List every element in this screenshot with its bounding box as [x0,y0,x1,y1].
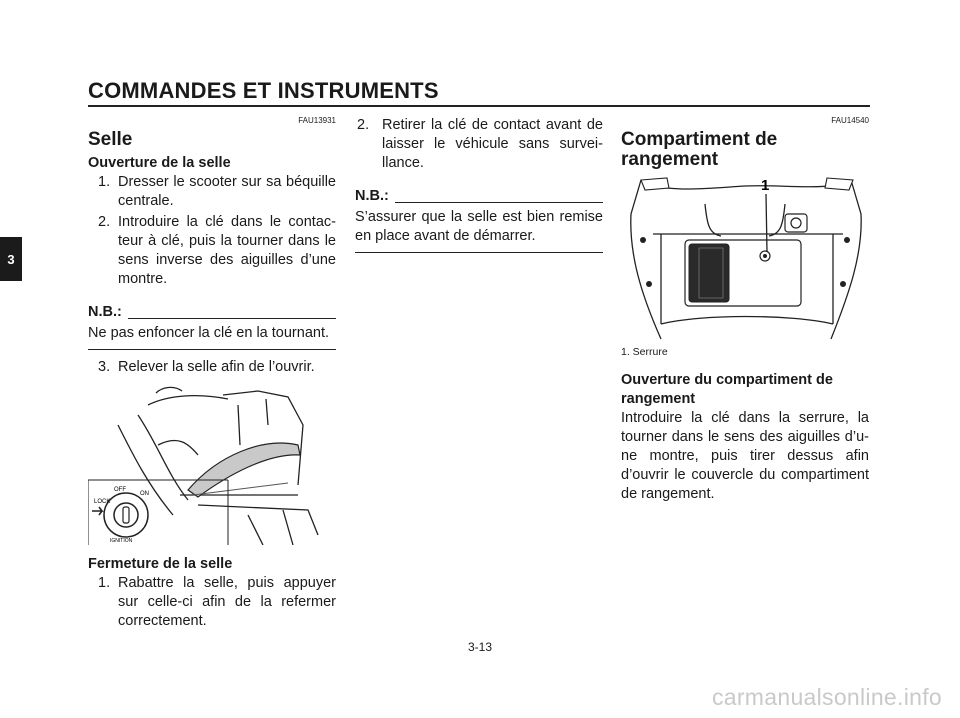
nb-rule [128,318,336,319]
keyswitch-ignition-label: IGNITION [110,538,133,544]
column-1 [88,116,336,633]
callout-number: 1 [761,177,770,194]
ref-code: FAU14540 [831,116,869,125]
step-text: Relever la selle afin de l’ouvrir. [118,359,315,375]
storage-compartment-illustration [621,174,869,344]
heading-opening: Ouverture de la selle [88,155,231,171]
step-item [355,116,603,173]
step-number: 2. [357,117,370,133]
step-number: 2. [98,214,111,230]
ref-code: FAU13931 [298,116,336,125]
step-item [88,574,336,631]
step-number: 3. [98,359,111,375]
nb-label: N.B.: [355,188,389,204]
heading-compartment-opening: Ouverture du compartiment de rangement [621,372,833,407]
step-number: 1. [98,174,111,190]
nb-text: S’assurer que la selle est bien remise en place avant de démarrer. [355,208,603,253]
step-item [88,173,336,211]
step-text: Dresser le scooter sur sa béquille centrale. [118,174,336,209]
column-2 [355,116,603,253]
keyswitch-off-label: OFF [114,487,126,493]
figure-caption: 1. Serrure [621,346,668,358]
step-item [88,358,336,377]
step-text: Retirer la clé de contact avant de laisser le véhicule sans surveillance. [382,117,603,171]
chapter-tab: 3 [0,237,22,281]
nb-label: N.B.: [88,304,122,320]
nb-rule [395,202,603,203]
arrow-icon [92,507,102,515]
keyswitch-lock-label: LOCK [94,499,111,505]
nb-block [88,303,336,322]
step-item [88,213,336,289]
section-header: COMMANDES ET INSTRUMENTS [88,78,439,103]
watermark: carmanualsonline.info [711,684,942,710]
compartment-instructions: Introduire la clé dans la serrure, la tourner dans le sens des aiguilles d’une montre, puis tirer dessus afin d’ouvrir le couvercle du compartiment de rangement. [621,410,869,502]
nb-block [355,187,603,206]
section-title-selle: Selle [88,129,133,150]
nb-text: Ne pas enfoncer la clé en la tournant. [88,324,336,350]
page-number: 3-13 [467,640,493,654]
step-text: Rabattre la selle, puis appuyer sur celle-ci afin de la refermer correctement. [118,575,336,629]
heading-closing: Fermeture de la selle [88,556,233,572]
step-number: 1. [98,575,111,591]
header-rule [88,105,870,107]
step-text: Introduire la clé dans le contacteur à clé, puis la tourner dans le sens inverse des aiguilles d’une montre. [118,214,336,287]
column-3 [621,116,869,504]
keyswitch-on-label: ON [140,491,149,497]
seat-opening-illustration [88,385,336,545]
section-title-compartiment: Compartiment de rangement [621,129,778,170]
